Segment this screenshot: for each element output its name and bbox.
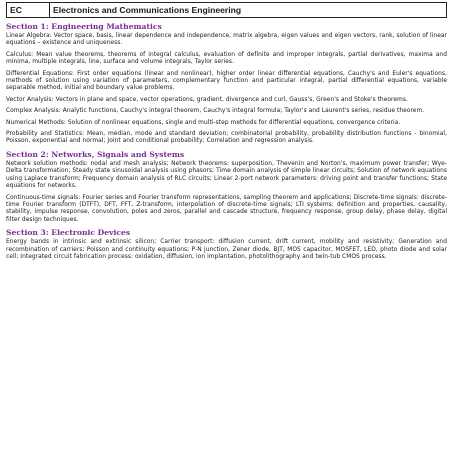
section-heading: Section 2: Networks, Signals and Systems (6, 149, 185, 159)
section-heading: Section 1: Engineering Mathematics (6, 22, 162, 31)
topic-linear-algebra: Linear Algebra: Vector space, basis, linear dependence and independence, matrix algebra, eigen values and eigen vectors, rank, solution of linear equations – existence and uniqueness. (6, 33, 447, 47)
topic-vector-analysis: Vector Analysis: Vectors in plane and space, vector operations, gradient, divergence and curl, Gauss's, Green's and Stoke's theorems. (6, 96, 408, 103)
topic-probability-statistics: Probability and Statistics: Mean, median, mode and standard deviation; combinatorial probability, probability distribution functions - binomial, Poisson, exponential and normal; Joint and conditional probability; Correlation and regression analysis. (6, 131, 447, 145)
subject-header-table (6, 2, 447, 18)
section-networks-signals-systems (6, 150, 447, 224)
topic-signals-systems: Continuous-time signals: Fourier series and Fourier transform representations, sampling theorem and applications; Discrete-time signals: discrete-time Fourier transform (DTFT), DFT, FFT, Z-transform, interpolation of discrete-time signals; LTI systems: definition and properties, causality, stability, impulse response, convolution, poles and zeros, parallel and cascade structure, frequency response, group delay, phase delay, digital filter design techniques. (6, 194, 447, 223)
subject-title: Electronics and Communications Engineering (50, 3, 447, 18)
section-electronic-devices (6, 228, 447, 261)
topic-network-analysis: Network solution methods: nodal and mesh analysis; Network theorems: superposition, Thevenin and Norton's, maximum power transfer; Wye-Delta transformation; Steady state sinusoidal analysis using phasors; Time domain analysis of simple linear circuits; Solution of network equations using Laplace transform; Frequency domain analysis of RLC circuits; Linear 2-port network parameters: driving point and transfer functions; State equations for networks. (6, 160, 447, 190)
topic-differential-equations: Differential Equations: First order equations (linear and nonlinear), higher order linear differential equations, Cauchy's and Euler's equations, methods of solution using variation of parameters, complementary function and particular integral, partial differential equations, variable separable method, initial and boundary value problems. (6, 70, 447, 92)
topic-numerical-methods: Numerical Methods: Solution of nonlinear equations, single and multi-step methods for differential equations, convergence criteria. (6, 119, 401, 126)
topic-complex-analysis: Complex Analysis: Analytic functions, Cauchy's integral theorem, Cauchy's integral formula; Taylor's and Laurent's series, residue theorem. (6, 108, 425, 115)
section-engineering-mathematics (6, 22, 447, 146)
topic-calculus: Calculus: Mean value theorems, theorems of integral calculus, evaluation of definite and improper integrals, partial derivatives, maxima and minima, multiple integrals, line, surface and volume integrals, Taylor series. (6, 51, 447, 66)
subject-code: EC (7, 3, 50, 18)
topic-semiconductor-devices: Energy bands in intrinsic and extrinsic silicon; Carrier transport: diffusion current, drift current, mobility and resistivity; Generation and recombination of carriers; Poisson and continuity equations; P-N junction, Zener diode, BJT, MOS capacitor, MOSFET, LED, photo diode and solar cell; Integrated circuit fabrication process: oxidation, diffusion, ion implantation, photolithography and twin-tub CMOS process. (6, 239, 447, 260)
section-heading: Section 3: Electronic Devices (6, 228, 131, 238)
